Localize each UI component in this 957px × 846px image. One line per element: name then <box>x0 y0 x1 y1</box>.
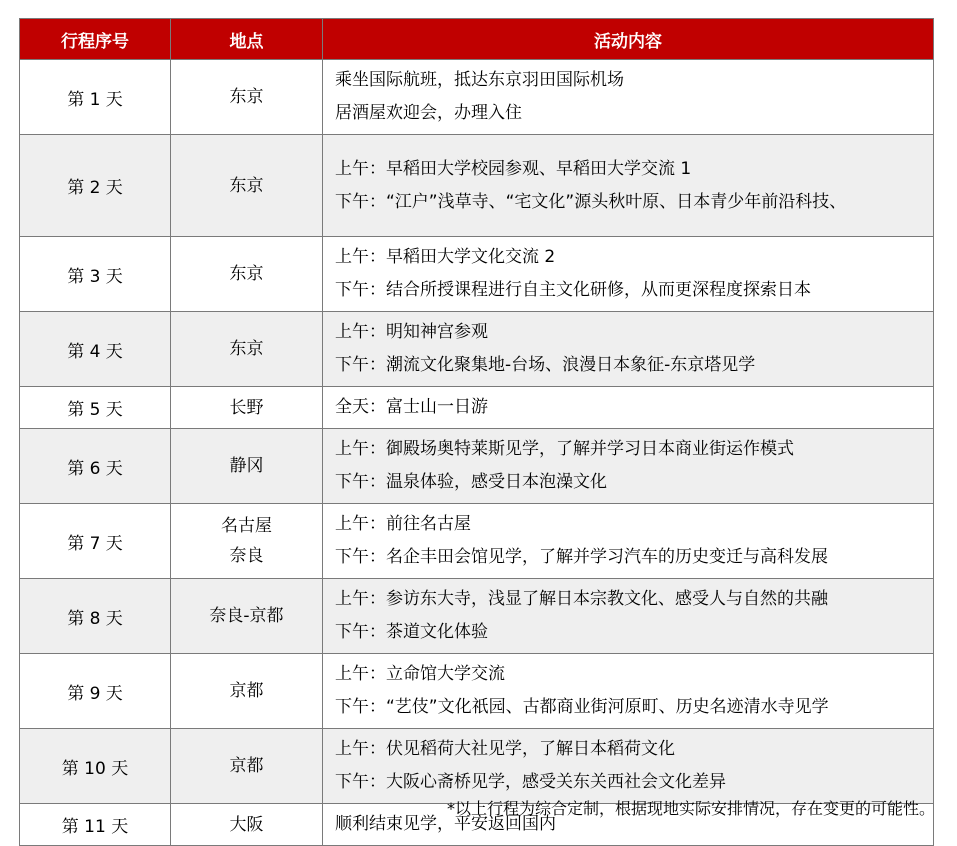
location-cell <box>171 135 323 237</box>
activities-cell <box>323 579 934 654</box>
table-header-row <box>20 19 934 60</box>
activities-cell <box>323 135 934 237</box>
day-cell: 第 7 天 <box>20 504 171 579</box>
itinerary-body <box>20 60 934 846</box>
header-location: 地点 <box>171 19 323 60</box>
activity-line: 上午：明知神宫参观 <box>335 322 488 342</box>
location-cell <box>171 429 323 504</box>
location-line: 长野 <box>229 397 264 418</box>
activities-cell <box>323 237 934 312</box>
table-row <box>20 504 934 579</box>
activity-line: 下午：结合所授课程进行自主文化研修，从而更深程度探索日本 <box>335 280 811 300</box>
table-row <box>20 729 934 804</box>
location-cell <box>171 387 323 429</box>
location-cell <box>171 237 323 312</box>
day-cell: 第 5 天 <box>20 387 171 429</box>
itinerary-table <box>19 18 934 846</box>
day-cell: 第 8 天 <box>20 579 171 654</box>
location-cell <box>171 504 323 579</box>
day-cell: 第 1 天 <box>20 60 171 135</box>
activity-line: 下午：茶道文化体验 <box>335 622 488 642</box>
activity-line: 乘坐国际航班，抵达东京羽田国际机场 <box>335 70 624 90</box>
activities-cell <box>323 429 934 504</box>
day-cell: 第 10 天 <box>20 729 171 804</box>
location-line: 京都 <box>229 681 264 701</box>
activity-line: 上午：早稻田大学文化交流 2 <box>335 247 556 267</box>
location-line: 奈良 <box>229 546 264 566</box>
location-line: 东京 <box>229 264 264 284</box>
day-cell: 第 4 天 <box>20 312 171 387</box>
location-line: 东京 <box>229 87 264 107</box>
table-row <box>20 237 934 312</box>
footnote: *以上行程为综合定制，根据现地实际安排情况，存在变更的可能性。 <box>446 799 935 818</box>
activity-line: 上午：御殿场奥特莱斯见学，了解并学习日本商业街运作模式 <box>335 439 794 459</box>
location-line: 东京 <box>229 339 264 359</box>
activities-cell <box>323 60 934 135</box>
location-cell <box>171 729 323 804</box>
location-cell <box>171 312 323 387</box>
day-cell: 第 3 天 <box>20 237 171 312</box>
day-cell: 第 2 天 <box>20 135 171 237</box>
day-cell: 第 6 天 <box>20 429 171 504</box>
itinerary-container <box>19 18 933 846</box>
table-row <box>20 654 934 729</box>
table-row <box>20 135 934 237</box>
activity-line: 下午：名企丰田会馆见学，了解并学习汽车的历史变迁与高科发展 <box>335 547 828 567</box>
activities-cell <box>323 387 934 429</box>
activity-line: 上午：参访东大寺，浅显了解日本宗教文化、感受人与自然的共融 <box>335 589 828 609</box>
day-cell: 第 9 天 <box>20 654 171 729</box>
table-row <box>20 60 934 135</box>
activity-line: 上午：前往名古屋 <box>335 514 471 534</box>
activities-cell <box>323 654 934 729</box>
activities-cell <box>323 312 934 387</box>
activity-line: 下午：“江户”浅草寺、“宅文化”源头秋叶原、日本青少年前沿科技、 <box>335 191 847 212</box>
activity-line: 下午：“艺伎”文化祇园、古都商业街河原町、历史名迹清水寺见学 <box>335 697 829 717</box>
header-activities: 活动内容 <box>323 19 934 60</box>
activity-line: 下午：大阪心斋桥见学，感受关东关西社会文化差异 <box>335 772 726 792</box>
activity-line: 顺利结束见学，平安返回国内 <box>335 814 556 834</box>
table-row <box>20 312 934 387</box>
table-row <box>20 429 934 504</box>
table-row <box>20 387 934 429</box>
activity-line: 下午：潮流文化聚集地-台场、浪漫日本象征-东京塔见学 <box>335 355 756 375</box>
table-row <box>20 579 934 654</box>
location-cell <box>171 804 323 846</box>
activity-line: 居酒屋欢迎会，办理入住 <box>335 103 522 123</box>
header-day: 行程序号 <box>20 19 171 60</box>
activities-cell <box>323 729 934 804</box>
activity-line: 下午：温泉体验，感受日本泡澡文化 <box>335 472 607 492</box>
activity-line: 全天：富士山一日游 <box>335 397 488 417</box>
activities-cell <box>323 504 934 579</box>
activity-line: 上午：早稻田大学校园参观、早稻田大学交流 1 <box>335 158 692 179</box>
location-cell <box>171 654 323 729</box>
activity-line: 上午：立命馆大学交流 <box>335 664 505 684</box>
location-line: 东京 <box>229 175 264 196</box>
location-line: 京都 <box>229 756 264 776</box>
location-line: 大阪 <box>229 814 264 835</box>
location-cell <box>171 60 323 135</box>
location-line: 奈良-京都 <box>209 606 284 626</box>
location-line: 静冈 <box>229 456 264 476</box>
day-cell: 第 11 天 <box>20 804 171 846</box>
location-line: 名古屋 <box>221 516 272 536</box>
location-cell <box>171 579 323 654</box>
activity-line: 上午：伏见稻荷大社见学，了解日本稻荷文化 <box>335 739 675 759</box>
